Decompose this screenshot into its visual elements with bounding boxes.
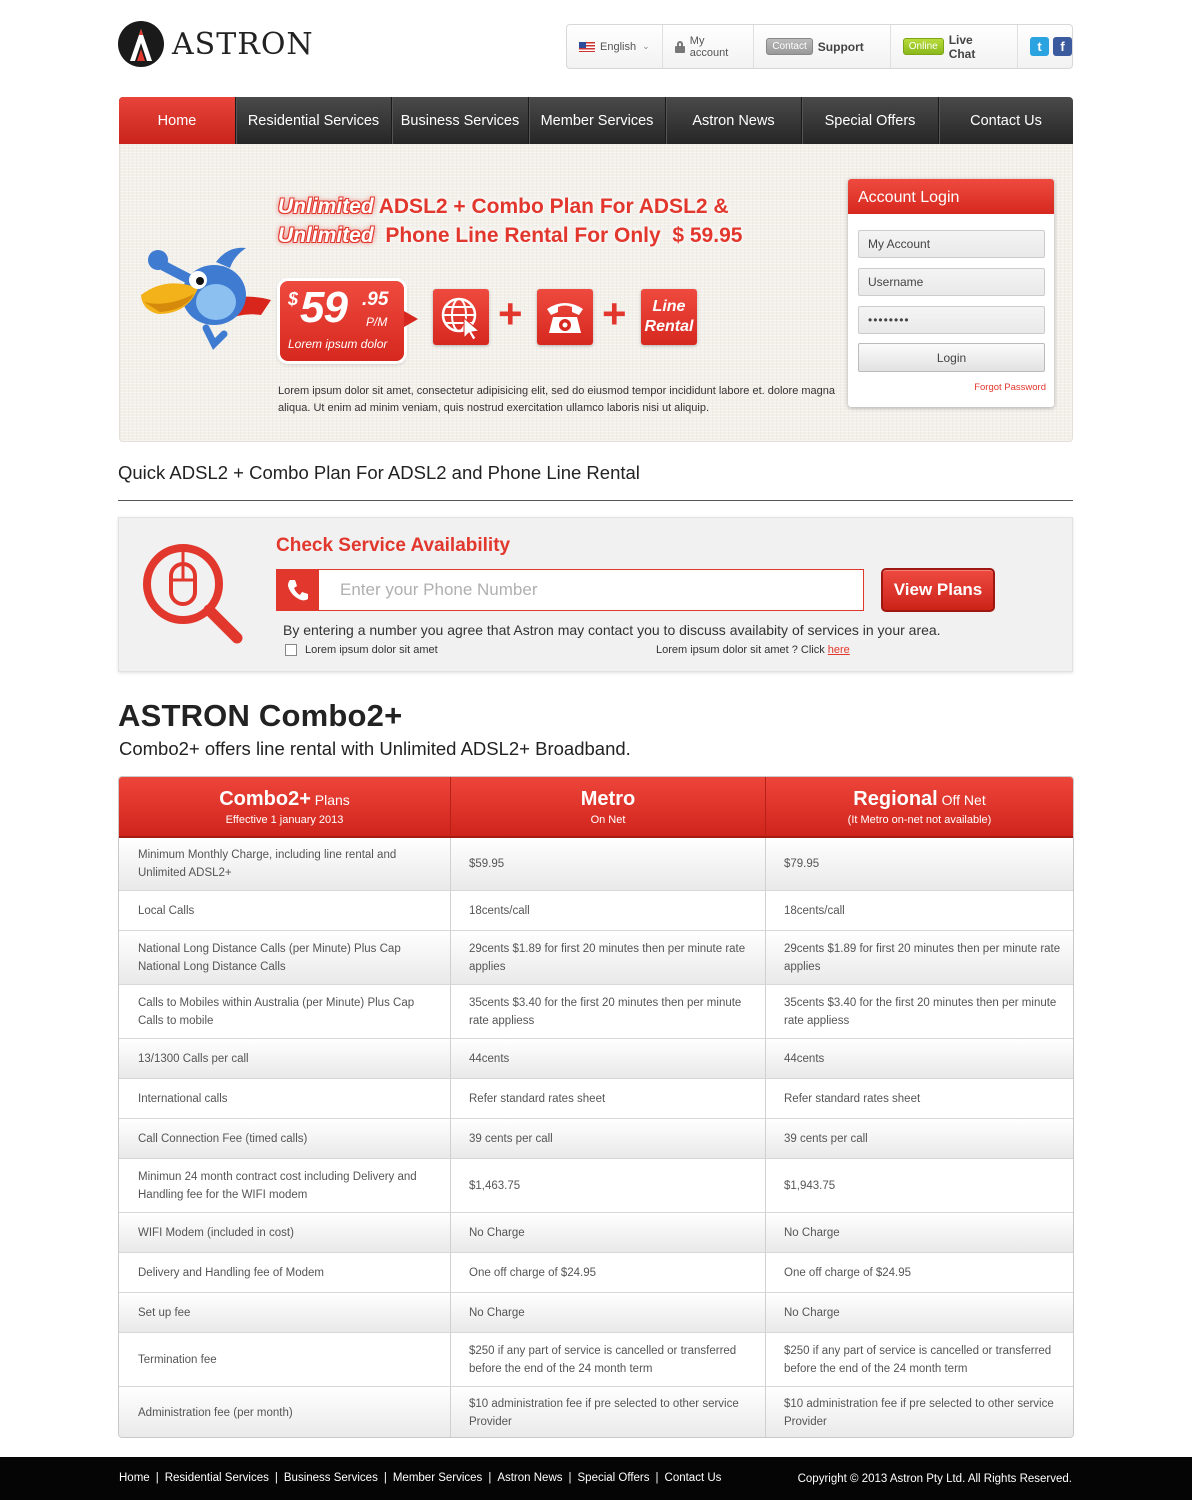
check-availability-title: Check Service Availability	[276, 535, 511, 556]
table-header	[119, 777, 1073, 838]
table-row	[119, 1159, 1073, 1213]
price-caption: Lorem ipsum dolor	[288, 337, 388, 351]
footer-link[interactable]: Residential Services	[164, 1472, 269, 1484]
footer-separator: |	[568, 1472, 572, 1484]
header-metro-main: Metro	[580, 787, 636, 810]
table-row	[119, 838, 1073, 891]
metro-cell: No Charge	[451, 1293, 766, 1332]
header-plans-small: Plans	[310, 791, 350, 808]
metro-cell: $10 administration fee if pre selected to other service Provider	[451, 1387, 766, 1438]
regional-cell: 35cents $3.40 for the first 20 minutes then per minute rate appliess	[784, 996, 1057, 1027]
phone-icon	[543, 295, 587, 339]
phone-handset-icon	[277, 570, 319, 610]
metro-cell: $59.95	[451, 838, 766, 890]
click-here-prefix: Lorem ipsum dolor sit amet ? Click	[656, 644, 828, 656]
pricing-table	[118, 776, 1074, 1438]
hero-banner	[119, 144, 1073, 442]
metro-cell: Refer standard rates sheet	[451, 1079, 766, 1118]
feature-cell: Calls to Mobiles within Australia (per Minute) Plus Cap Calls to mobile	[119, 985, 451, 1038]
footer-separator: |	[383, 1472, 387, 1484]
header-plans-main: Combo2+	[219, 787, 311, 810]
footer-link[interactable]: Home	[119, 1472, 150, 1484]
contact-pill: Contact	[766, 38, 812, 55]
metro-cell: 39 cents per call	[451, 1119, 766, 1158]
utility-bar	[566, 24, 1073, 69]
hero-description: Lorem ipsum dolor sit amet, consectetur adipisicing elit, sed do eiusmod tempor incididunt labore et. dolore magna aliqua. Ut enim ad minim veniam, quis nostrud exercitation ullamco laboris nisi ut aliquip.	[278, 385, 836, 414]
feature-cell: Local Calls	[119, 891, 451, 930]
regional-cell: 39 cents per call	[784, 1132, 868, 1145]
twitter-icon[interactable]: t	[1030, 37, 1049, 56]
login-title: Account Login	[848, 179, 1054, 214]
metro-cell: No Charge	[451, 1213, 766, 1252]
metro-cell: $250 if any part of service is cancelled or transferred before the end of the 24 month term	[451, 1333, 766, 1386]
support-link[interactable]	[754, 25, 890, 68]
nav-special-offers[interactable]: Special Offers	[802, 97, 939, 144]
feature-cell: Minimun 24 month contract cost including Delivery and Handling fee for the WIFI modem	[119, 1159, 451, 1212]
consent-options	[285, 644, 865, 656]
live-chat-label: Live Chat	[948, 32, 976, 61]
price-dollar: $	[288, 289, 299, 309]
metro-cell: 44cents	[451, 1039, 766, 1078]
here-link[interactable]: here	[827, 644, 850, 656]
facebook-icon[interactable]: f	[1053, 37, 1072, 56]
header-metro	[451, 777, 766, 836]
regional-cell: No Charge	[784, 1226, 840, 1239]
feature-cell: Termination fee	[119, 1333, 451, 1386]
feature-cell: International calls	[119, 1079, 451, 1118]
footer-separator: |	[274, 1472, 278, 1484]
astron-logo-icon	[118, 21, 164, 67]
footer	[0, 1457, 1192, 1500]
us-flag-icon	[579, 42, 595, 52]
footer-link[interactable]: Business Services	[283, 1472, 378, 1484]
live-chat-link[interactable]	[891, 25, 1018, 68]
price-badge	[280, 281, 404, 361]
regional-cell: One off charge of $24.95	[784, 1266, 912, 1279]
globe-cursor-icon	[438, 294, 484, 340]
table-row	[119, 1293, 1073, 1333]
brand-logo[interactable]	[118, 20, 328, 68]
click-here-text	[656, 644, 850, 656]
copyright: Copyright © 2013 Astron Pty Ltd. All Rights Reserved.	[797, 1473, 1072, 1485]
feature-cell: Delivery and Handling fee of Modem	[119, 1253, 451, 1292]
brand-name: ASTRON	[172, 26, 314, 62]
online-pill: Online	[903, 38, 944, 55]
service-availability-panel	[118, 517, 1073, 672]
table-row	[119, 1119, 1073, 1159]
footer-separator: |	[488, 1472, 492, 1484]
table-row	[119, 891, 1073, 931]
language-label: English	[600, 40, 637, 53]
regional-cell: $79.95	[784, 858, 820, 870]
phone-number-input[interactable]	[319, 570, 863, 610]
footer-link[interactable]: Astron News	[497, 1472, 563, 1484]
footer-link[interactable]: Special Offers	[577, 1472, 650, 1484]
consent-checkbox[interactable]	[285, 644, 297, 656]
header-regional-main: Regional	[853, 787, 938, 810]
view-plans-button[interactable]: View Plans	[881, 568, 995, 612]
footer-links	[119, 1472, 721, 1484]
feature-cell: WIFI Modem (included in cost)	[119, 1213, 451, 1252]
header-plans	[119, 777, 451, 836]
nav-contact-us[interactable]: Contact Us	[939, 97, 1073, 144]
nav-business-services[interactable]: Business Services	[392, 97, 529, 144]
header-regional-note: (It Metro on-net not available)	[847, 813, 992, 826]
metro-cell: One off charge of $24.95	[451, 1253, 766, 1292]
language-select[interactable]	[567, 25, 663, 68]
table-row	[119, 1387, 1073, 1438]
header-regional	[766, 777, 1073, 836]
header-regional-small: Off Net	[937, 791, 986, 808]
table-row	[119, 1213, 1073, 1253]
table-body	[119, 838, 1073, 1438]
main-nav	[119, 97, 1073, 144]
feature-cell: National Long Distance Calls (per Minute) Plus Cap National Long Distance Calls	[119, 931, 451, 984]
headline-accent-2: Unlimited	[278, 224, 374, 247]
footer-link[interactable]: Member Services	[392, 1472, 483, 1484]
table-row	[119, 1253, 1073, 1293]
feature-cell: Minimum Monthly Charge, including line rental and Unlimited ADSL2+	[119, 838, 451, 890]
social-links	[1018, 25, 1072, 68]
my-account-field[interactable]: My Account	[858, 230, 1045, 258]
username-field[interactable]: Username	[858, 268, 1045, 296]
login-button[interactable]: Login	[858, 343, 1045, 372]
account-login-panel	[848, 179, 1054, 407]
line-rental-line-2: Rental	[644, 318, 694, 335]
line-rental-line-1: Line	[652, 298, 686, 315]
headline-accent-1: Unlimited	[278, 195, 374, 218]
mouse-search-icon	[139, 540, 245, 646]
regional-cell: Refer standard rates sheet	[784, 1092, 921, 1105]
regional-cell: 44cents	[784, 1052, 825, 1065]
regional-cell: $250 if any part of service is cancelled or transferred before the end of the 24 month term	[784, 1344, 1052, 1375]
metro-cell: 18cents/call	[451, 891, 766, 930]
password-field[interactable]: ••••••••	[858, 306, 1045, 334]
phone-feature	[537, 289, 593, 345]
headline-line-2: Phone Line Rental For Only $ 59.95	[373, 224, 743, 247]
quick-plan-title: Quick ADSL2 + Combo Plan For ADSL2 and Phone Line Rental	[118, 462, 640, 483]
table-row	[119, 1039, 1073, 1079]
metro-cell: 35cents $3.40 for the first 20 minutes then per minute rate appliess	[451, 985, 766, 1038]
my-account-link[interactable]	[663, 25, 755, 68]
header-plans-note: Effective 1 january 2013	[225, 813, 344, 826]
phone-number-group	[276, 569, 864, 611]
regional-cell: 29cents $1.89 for first 20 minutes then per minute rate applies	[784, 942, 1061, 973]
nav-member-services[interactable]: Member Services	[529, 97, 666, 144]
section-divider	[118, 500, 1073, 501]
line-rental-feature	[641, 289, 697, 345]
lock-icon	[675, 41, 684, 53]
hero-headline	[278, 192, 742, 250]
table-row	[119, 985, 1073, 1039]
nav-residential-services[interactable]: Residential Services	[236, 97, 392, 144]
internet-feature	[433, 289, 489, 345]
forgot-password-link[interactable]: Forgot Password	[974, 382, 1046, 393]
price-amount: 59	[300, 283, 347, 332]
header-metro-note: On Net	[590, 813, 626, 826]
combo-subtitle: Combo2+ offers line rental with Unlimited ADSL2+ Broadband.	[119, 738, 631, 759]
footer-separator: |	[155, 1472, 159, 1484]
chevron-down-icon: ⌄	[642, 41, 650, 51]
checkbox-label: Lorem ipsum dolor sit amet	[305, 644, 438, 656]
feature-cell: Set up fee	[119, 1293, 451, 1332]
headline-line-1: ADSL2 + Combo Plan For ADSL2 &	[373, 195, 729, 218]
table-row	[119, 931, 1073, 985]
regional-cell: 18cents/call	[784, 904, 845, 917]
feature-cell: Call Connection Fee (timed calls)	[119, 1119, 451, 1158]
nav-home[interactable]: Home	[119, 97, 236, 144]
footer-link[interactable]: Contact Us	[664, 1472, 722, 1484]
feature-cell: 13/1300 Calls per call	[119, 1039, 451, 1078]
mascot-bird-icon	[136, 240, 286, 350]
consent-text: By entering a number you agree that Astron may contact you to discuss availabity of services in your area.	[283, 622, 941, 638]
regional-cell: $10 administration fee if pre selected to other service Provider	[784, 1398, 1054, 1428]
metro-cell: 29cents $1.89 for first 20 minutes then per minute rate applies	[451, 931, 766, 984]
combo-title: ASTRON Combo2+	[118, 698, 403, 733]
price-cents: .95	[362, 289, 389, 310]
table-row	[119, 1333, 1073, 1387]
regional-cell: No Charge	[784, 1306, 840, 1319]
my-account-label: My account	[689, 34, 729, 59]
table-row	[119, 1079, 1073, 1119]
metro-cell: $1,463.75	[451, 1159, 766, 1212]
price-period: P/M	[366, 315, 388, 329]
support-label: Support	[817, 39, 864, 54]
nav-astron-news[interactable]: Astron News	[666, 97, 802, 144]
plus-sign-2: +	[602, 290, 627, 337]
plus-sign-1: +	[498, 290, 523, 337]
regional-cell: $1,943.75	[784, 1179, 836, 1192]
feature-cell: Administration fee (per month)	[119, 1387, 451, 1438]
footer-separator: |	[655, 1472, 659, 1484]
